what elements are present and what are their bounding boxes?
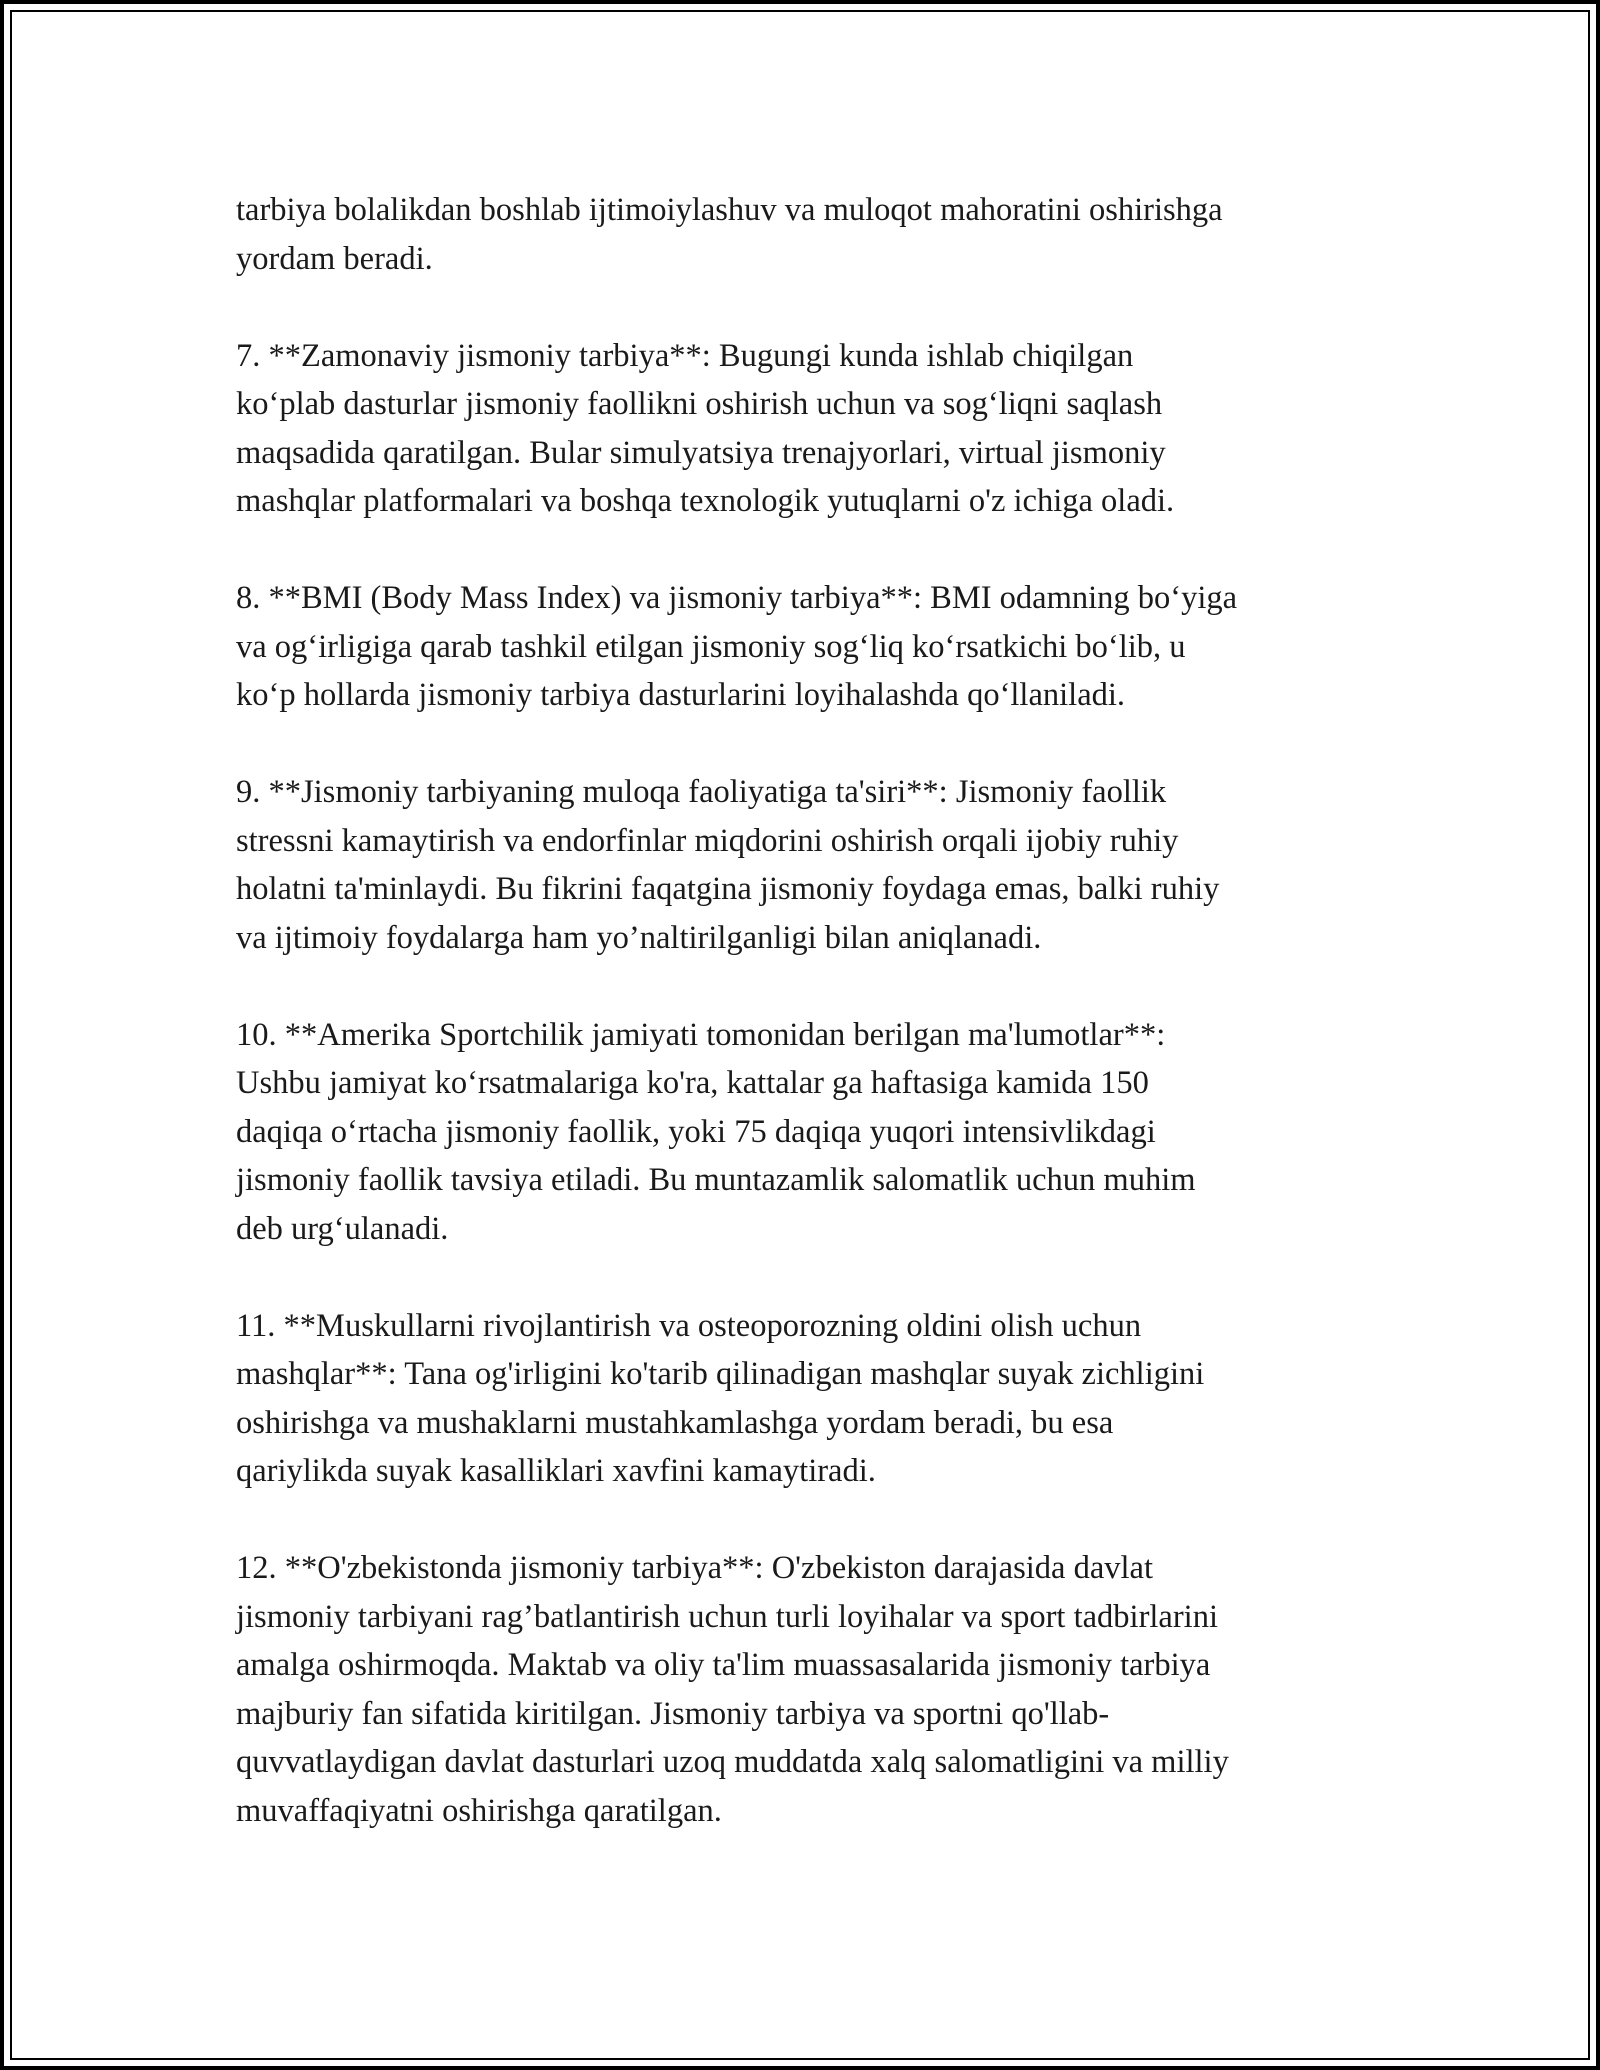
text-line: amalga oshirmoqda. Maktab va oliy ta'lim muassasalarida jismoniy tarbiya: [236, 1647, 1211, 1683]
text-line: daqiqa o‘rtacha jismoniy faollik, yoki 75 daqiqa yuqori intensivlikdagi: [236, 1113, 1156, 1150]
text-line: mashqlar platformalari va boshqa texnologik yutuqlarni o'z ichiga oladi.: [236, 483, 1175, 519]
text-line: 11. **Muskullarni rivojlantirish va osteoporozning oldini olish uchun: [236, 1307, 1142, 1344]
paragraph-item-11: [236, 1302, 1376, 1496]
text-line: va ijtimoiy foydalarga ham yo’naltirilganligi bilan aniqlanadi.: [236, 919, 1042, 956]
paragraph-item-10: [236, 1011, 1376, 1254]
text-line: ko‘plab dasturlar jismoniy faollikni oshirish uchun va sog‘liqni saqlash: [236, 386, 1163, 422]
text-line: deb urg‘ulanadi.: [236, 1210, 449, 1247]
text-line: quvvatlaydigan davlat dasturlari uzoq muddatda xalq salomatligini va milliy: [236, 1744, 1229, 1780]
text-line: holatni ta'minlaydi. Bu fikrini faqatgina jismoniy foydaga emas, balki ruhiy: [236, 871, 1220, 907]
text-line: yordam beradi.: [236, 240, 433, 277]
text-line: maqsadida qaratilgan. Bular simulyatsiya trenajyorlari, virtual jismoniy: [236, 434, 1166, 471]
text-line: 9. **Jismoniy tarbiyaning muloqa faoliyatiga ta'siri**: Jismoniy faollik: [236, 774, 1167, 810]
paragraph-item-7: [236, 332, 1376, 526]
text-line: qariylikda suyak kasalliklari xavfini kamaytiradi.: [236, 1453, 876, 1489]
paragraph-item-8: [236, 574, 1376, 720]
text-line: va og‘irligiga qarab tashkil etilgan jismoniy sog‘liq ko‘rsatkichi bo‘lib, u: [236, 628, 1186, 665]
paragraph-item-9: [236, 768, 1376, 962]
paragraph-continuation: [236, 186, 1376, 283]
text-line: ko‘p hollarda jismoniy tarbiya dasturlarini loyihalashda qo‘llaniladi.: [236, 677, 1126, 713]
text-line: muvaffaqiyatni oshirishga qaratilgan.: [236, 1792, 722, 1829]
text-line: 8. **BMI (Body Mass Index) va jismoniy tarbiya**: BMI odamning bo‘yiga: [236, 580, 1238, 616]
text-line: Ushbu jamiyat ko‘rsatmalariga ko'ra, kattalar ga haftasiga kamida 150: [236, 1065, 1149, 1101]
text-line: stressni kamaytirish va endorfinlar miqdorini oshirish orqali ijobiy ruhiy: [236, 822, 1179, 859]
text-line: jismoniy tarbiyani rag’batlantirish uchun turli loyihalar va sport tadbirlarini: [236, 1598, 1218, 1635]
text-line: majburiy fan sifatida kiritilgan. Jismoniy tarbiya va sportni qo'llab-: [236, 1695, 1110, 1732]
text-line: 10. **Amerika Sportchilik jamiyati tomonidan berilgan ma'lumotlar**:: [236, 1016, 1166, 1053]
text-line: tarbiya bolalikdan boshlab ijtimoiylashuv va muloqot mahoratini oshirishga: [236, 192, 1223, 228]
text-line: 7. **Zamonaviy jismoniy tarbiya**: Bugungi kunda ishlab chiqilgan: [236, 337, 1134, 374]
text-line: 12. **O'zbekistonda jismoniy tarbiya**: O'zbekiston darajasida davlat: [236, 1550, 1153, 1586]
text-line: jismoniy faollik tavsiya etiladi. Bu muntazamlik salomatlik uchun muhim: [236, 1162, 1196, 1198]
paragraph-item-12: [236, 1544, 1376, 1835]
document-body: [236, 186, 1376, 1884]
text-line: mashqlar**: Tana og'irligini ko'tarib qilinadigan mashqlar suyak zichligini: [236, 1356, 1205, 1392]
text-line: oshirishga va mushaklarni mustahkamlashga yordam beradi, bu esa: [236, 1404, 1114, 1441]
